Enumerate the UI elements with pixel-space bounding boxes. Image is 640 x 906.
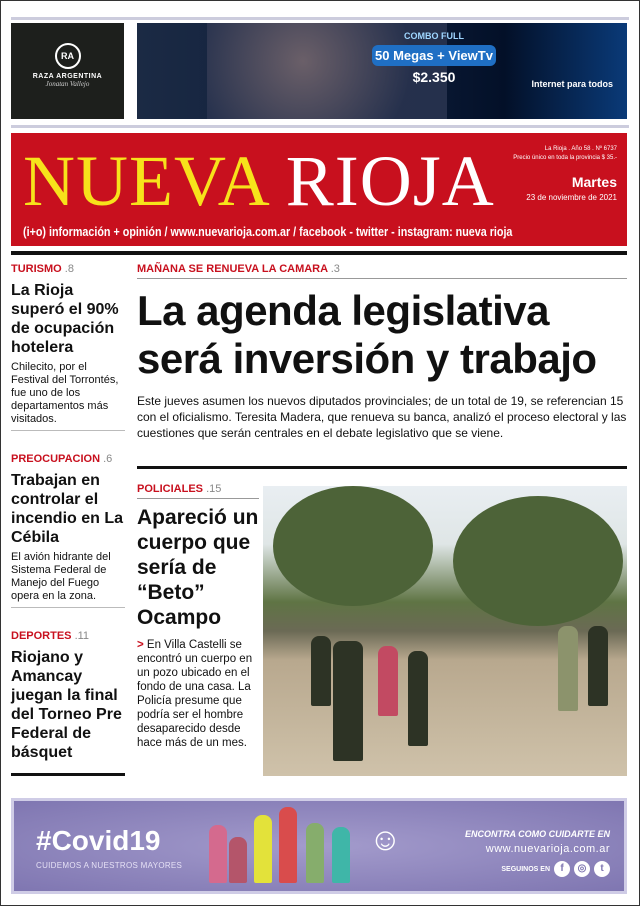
sidebar-story[interactable] — [11, 453, 125, 608]
arrow-icon: > — [137, 639, 144, 651]
page-number: .3 — [330, 263, 340, 275]
ad-raza-argentina[interactable] — [11, 23, 124, 119]
story-summary: Chilecito, por el Festival del Torrontés, fue uno de los departamentos más visitados. — [11, 361, 119, 425]
issue-info: La Rioja . Año 58 . Nº 6737 — [544, 146, 617, 152]
covid-hashtag: #Covid19 — [36, 825, 161, 856]
page-number: .8 — [64, 263, 74, 275]
lead-story[interactable] — [137, 263, 627, 441]
second-headline[interactable]: Apareció un cuerpo que sería de “Beto” Ocampo — [137, 506, 259, 629]
sidebar-story[interactable] — [11, 263, 125, 431]
divider — [11, 125, 629, 128]
instagram-icon[interactable]: ◎ — [574, 861, 590, 877]
story-summary: El avión hidrante del Sistema Federal de Manejo del Fuego opera en la zona. — [11, 551, 111, 602]
ad-internet-banner[interactable] — [137, 23, 627, 119]
facebook-icon[interactable]: f — [554, 861, 570, 877]
page-number: .6 — [103, 453, 113, 465]
follow-label: SEGUINOS EN — [501, 865, 550, 873]
divider — [137, 466, 627, 469]
section-label: MAÑANA SE RENUEVA LA CAMARA — [137, 263, 328, 275]
lead-headline[interactable]: La agenda legislativa será inversión y trabajo — [137, 287, 597, 382]
divider — [11, 17, 629, 20]
divider — [11, 251, 627, 255]
ra-logo: RA — [55, 43, 81, 69]
ad-kicker: COMBO FULL — [404, 31, 464, 41]
ad-brand: RAZA ARGENTINA — [32, 73, 103, 80]
divider — [11, 773, 125, 776]
ad-offer: 50 Megas + ViewTv — [372, 45, 496, 66]
newspaper-title: NUEVA RIOJA — [23, 141, 495, 221]
ad-subtitle: Jonatan Vallejo — [45, 80, 90, 88]
sidebar-story[interactable] — [11, 630, 125, 762]
story-headline[interactable]: La Rioja superó el 90% de ocupación hotelera — [11, 282, 119, 356]
page-number: .15 — [206, 483, 222, 495]
section-label: PREOCUPACION — [11, 453, 101, 465]
ad-price: $2.350 — [412, 69, 456, 85]
tagline: (i+o) información + opinión / www.nuevarioja.com.ar / facebook - twitter - instagram: nueva rioja — [23, 225, 513, 239]
story-headline[interactable]: Trabajan en controlar el incendio en La Cébila — [11, 472, 124, 546]
second-body: En Villa Castelli se encontró un cuerpo en un pozo ubicado en el fondo de una casa. La Policía presume que podría ser el hombre desaparecido desde hace más de un mes. — [137, 639, 253, 749]
covid-url[interactable]: www.nuevarioja.com.ar — [485, 843, 610, 855]
date: 23 de noviembre de 2021 — [526, 193, 617, 202]
section-label: TURISMO — [11, 263, 62, 275]
covid-cta: ENCONTRA COMO CUIDARTE EN — [464, 829, 610, 839]
second-story[interactable] — [137, 483, 259, 750]
weekday: Martes — [571, 174, 617, 190]
twitter-icon[interactable]: t — [594, 861, 610, 877]
section-label: DEPORTES — [11, 630, 72, 642]
lead-body: Este jueves asumen los nuevos diputados provinciales; de un total de 19, se referencian 15 con el oficialismo. Teresita Madera, que renueva su banca, analizó el proceso electoral y las cuestiones que serán centrales en el debate legislativo que se viene. — [137, 394, 627, 440]
covid-slogan: CUIDEMOS A NUESTROS MAYORES — [36, 861, 183, 870]
mask-icon: ☺ — [369, 821, 402, 857]
section-label: POLICIALES — [137, 483, 204, 495]
story-headline[interactable]: Riojano y Amancay juegan la final del Torneo Pre Federal de básquet — [11, 649, 122, 761]
page-number: .11 — [74, 630, 90, 642]
price-info: Precio único en toda la provincia $ 35.- — [513, 155, 617, 161]
covid-banner[interactable] — [11, 798, 627, 894]
crime-scene-photo — [263, 486, 627, 776]
ad-brand: Internet para todos — [531, 79, 613, 89]
masthead — [11, 133, 627, 246]
